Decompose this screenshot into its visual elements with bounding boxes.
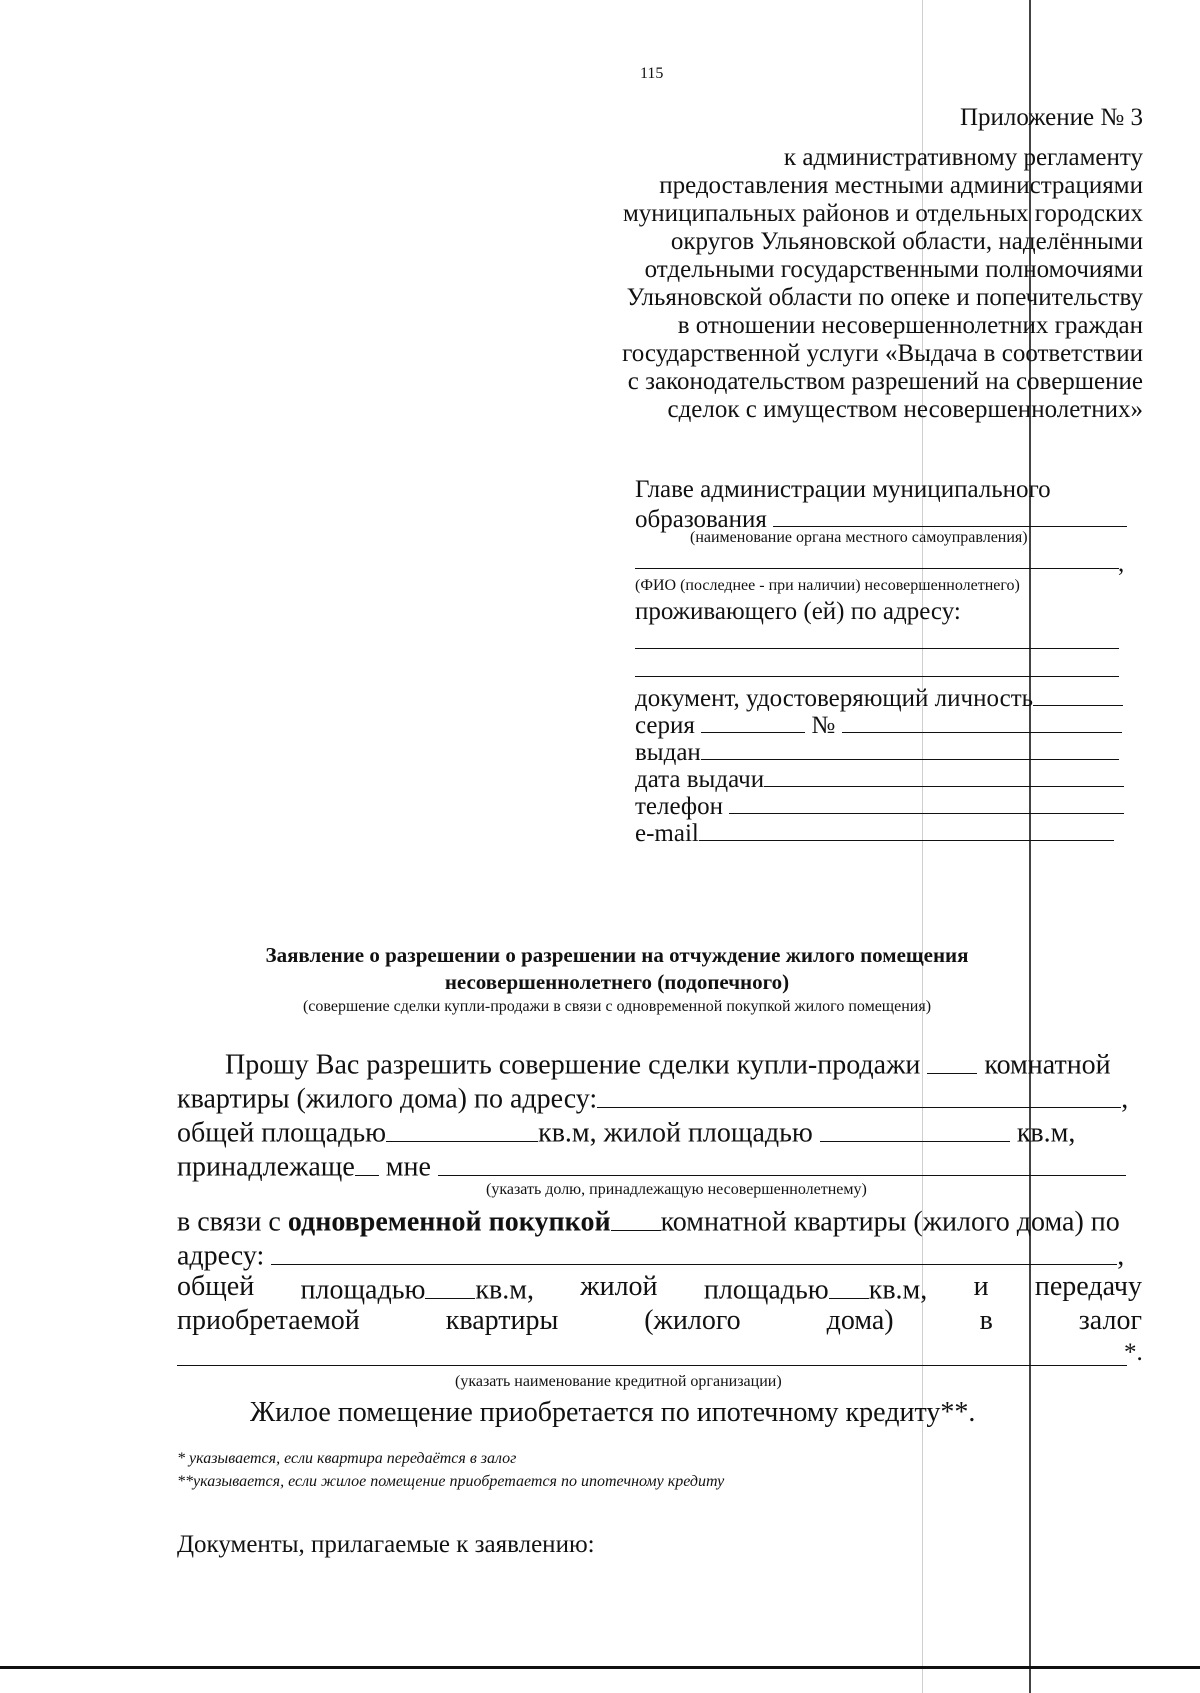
statement-title: Заявление о разрешении о разрешении на отчуждение жилого помещения (265, 943, 969, 967)
series-blank[interactable] (701, 708, 805, 733)
fio-comma: , (1118, 550, 1125, 577)
appendix-line: округов Ульяновской области, наделёнными (670, 228, 1143, 255)
word: квартиры (445, 1305, 559, 1336)
credit-org-blank[interactable] (177, 1365, 1127, 1366)
statement-title-line2: несовершеннолетнего (подопечного) (444, 970, 790, 994)
share-note: (указать долю, принадлежащую несовершеннолетнему) (486, 1181, 867, 1198)
in-connection-label: в связи с (177, 1206, 281, 1238)
footnote-mortgage: **указывается, если жилое помещение приобретается по ипотечному кредиту (177, 1473, 725, 1490)
word: приобретаемой (177, 1305, 360, 1336)
series-label: серия (635, 711, 695, 739)
credit-org-note: (указать наименование кредитной организации) (455, 1373, 782, 1390)
address-blank-2[interactable] (635, 676, 1119, 677)
body-line-7 (177, 1271, 1142, 1307)
word: (жилого (644, 1305, 741, 1336)
body-line-3 (177, 1114, 1075, 1150)
purchase-address-comma: , (1117, 1240, 1125, 1272)
belonging-ending-blank[interactable] (355, 1148, 379, 1176)
appendix-line: государственной услуги «Выдача в соответствии (622, 340, 1143, 367)
issue-date-label: дата выдачи (635, 765, 765, 793)
fio-blank[interactable] (635, 568, 1119, 569)
purchase-rooms-blank[interactable] (611, 1203, 661, 1231)
word: и (973, 1271, 989, 1302)
org-note: (наименование органа местного самоуправления) (690, 529, 1028, 546)
word: залог (1078, 1305, 1142, 1336)
word: в (979, 1305, 993, 1336)
purchase-address-blank[interactable] (271, 1237, 1117, 1265)
total-area-label: общей площадью (177, 1117, 387, 1149)
pledge-footnote-mark: *. (1124, 1339, 1143, 1366)
request-text: Прошу Вас разрешить совершение сделки купли-продажи (225, 1049, 921, 1081)
residing-label: проживающего (ей) по адресу: (635, 598, 961, 625)
mortgage-statement: Жилое помещение приобретается по ипотечному кредиту**. (250, 1397, 976, 1428)
issued-label: выдан (635, 738, 701, 766)
word: дома) (826, 1305, 894, 1336)
purchase-apartment-label: комнатной квартиры (жилого дома) по (660, 1206, 1120, 1238)
share-blank[interactable] (438, 1148, 1126, 1176)
municipality-blank[interactable] (773, 502, 1127, 527)
total-area-blank[interactable] (386, 1114, 538, 1142)
addressee-head: Главе администрации муниципального (635, 476, 1051, 503)
word: площадью кв.м, (301, 1271, 534, 1307)
appendix-line: Ульяновской области по опеке и попечительству (626, 284, 1143, 311)
municipality-label: образования (635, 505, 767, 533)
email-blank[interactable] (699, 816, 1114, 841)
body-line-4 (177, 1148, 1126, 1184)
rooms-word: комнатной (984, 1049, 1111, 1081)
fio-note: (ФИО (последнее - при наличии) несовершеннолетнего) (635, 577, 1020, 594)
body-line-1 (225, 1046, 1111, 1082)
address-comma: , (1121, 1083, 1129, 1115)
phone-label: телефон (635, 792, 723, 820)
word: жилой (580, 1271, 658, 1302)
appendix-line: предоставления местными администрациями (659, 172, 1143, 199)
issue-date-blank[interactable] (764, 762, 1124, 787)
address-label: квартиры (жилого дома) по адресу: (177, 1083, 598, 1115)
living-area-label: кв.м, жилой площадью (538, 1117, 813, 1149)
purchase-total-area-blank[interactable] (425, 1271, 475, 1299)
appendix-line: муниципальных районов и отдельных городских (622, 200, 1143, 227)
number-label: № (811, 711, 836, 739)
simultaneous-purchase-label: одновременной покупкой (287, 1206, 611, 1238)
rooms-blank[interactable] (927, 1046, 977, 1074)
belonging-label: принадлежаще (177, 1151, 355, 1183)
phone-blank[interactable] (729, 789, 1124, 814)
id-document-blank[interactable] (1033, 681, 1123, 706)
number-blank[interactable] (842, 708, 1122, 733)
body-line-5 (177, 1203, 1120, 1239)
living-area-blank[interactable] (820, 1114, 1010, 1142)
appendix-title: Приложение № 3 (959, 104, 1143, 131)
page-number: 115 (640, 65, 664, 82)
sqm-unit: кв.м, (1016, 1117, 1076, 1149)
word: площадью кв.м, (704, 1271, 927, 1307)
appendix-line: к административному регламенту (783, 144, 1143, 171)
email-row (635, 816, 1114, 849)
body-line-8 (177, 1305, 1142, 1337)
word: передачу (1034, 1271, 1142, 1302)
appendix-line: отдельными государственными полномочиями (644, 256, 1143, 283)
word: общей (177, 1271, 255, 1302)
body-line-2 (177, 1080, 1128, 1116)
scan-bottom-edge (0, 1666, 1200, 1669)
body-line-6 (177, 1237, 1124, 1273)
appendix-line: в отношении несовершеннолетних граждан (677, 312, 1143, 339)
me-label: мне (385, 1151, 431, 1183)
appendix-line: с законодательством разрешений на совершение (627, 368, 1143, 395)
purchase-living-area-blank[interactable] (829, 1271, 869, 1299)
purchase-address-label: адресу: (177, 1240, 265, 1272)
footnote-pledge: * указывается, если квартира передаётся в залог (177, 1450, 517, 1467)
id-document-label: документ, удостоверяющий личность (635, 684, 1034, 712)
email-label: e-mail (635, 819, 699, 847)
sale-address-blank[interactable] (597, 1080, 1121, 1108)
statement-subtitle: (совершение сделки купли-продажи в связи с одновременной покупкой жилого помещения) (302, 998, 932, 1015)
appendix-line: сделок с имуществом несовершеннолетних» (667, 396, 1143, 423)
address-blank-1[interactable] (635, 648, 1119, 649)
issued-blank[interactable] (701, 735, 1119, 760)
documents-label: Документы, прилагаемые к заявлению: (177, 1531, 595, 1558)
